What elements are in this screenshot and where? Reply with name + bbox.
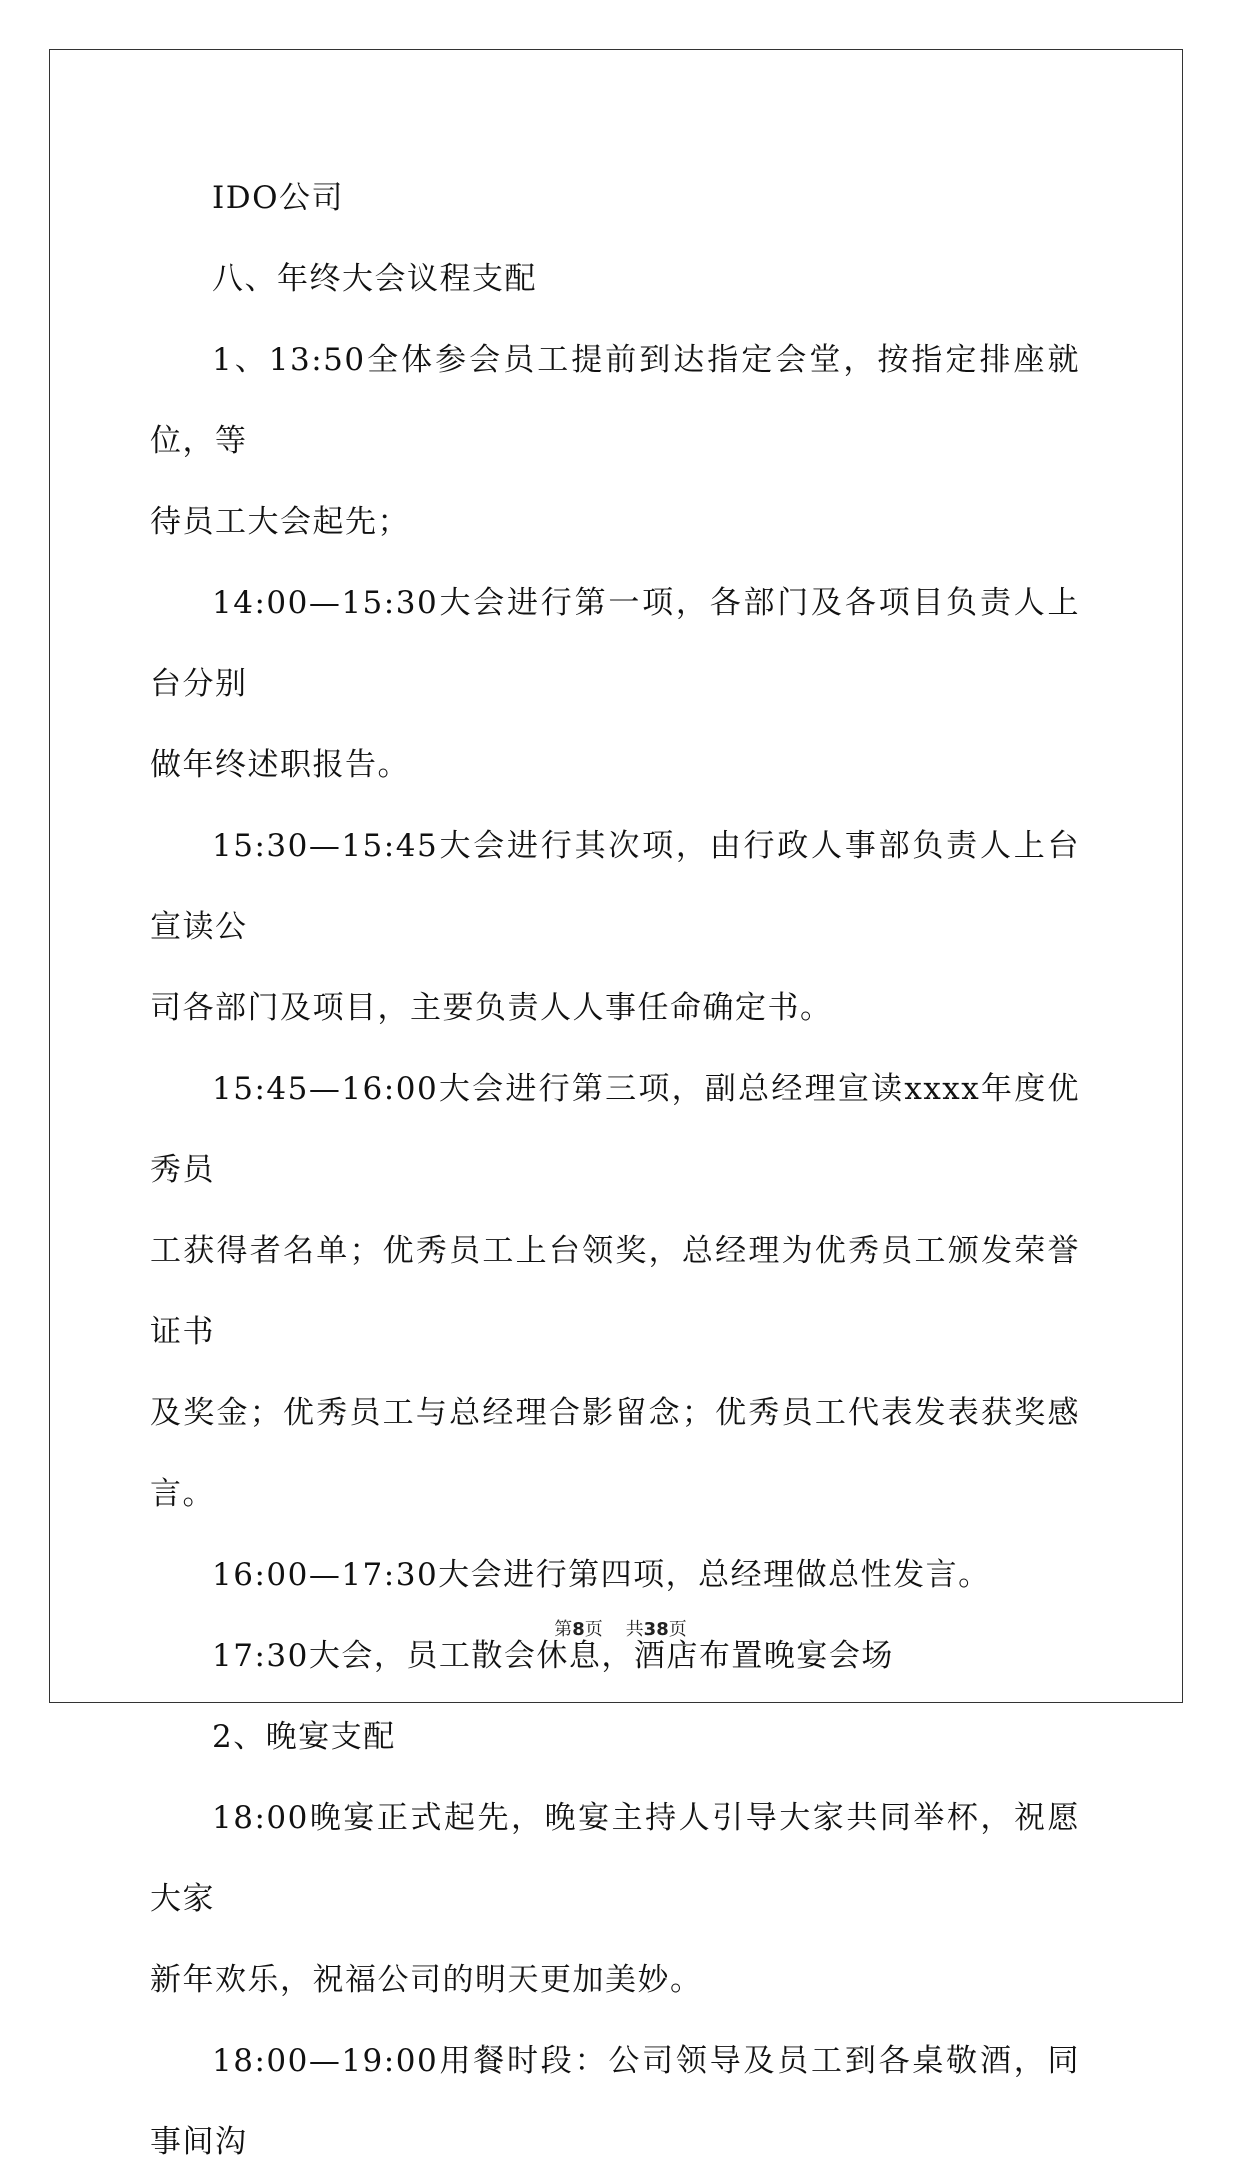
paragraph-company bbox=[150, 158, 1080, 239]
text-line: 八、年终大会议程支配 bbox=[212, 261, 537, 297]
paragraph-agenda-5 bbox=[150, 1535, 1080, 1616]
text-line: 16:00—17:30大会进行第四项，总经理做总性发言。 bbox=[212, 1557, 991, 1593]
paragraph-agenda-2 bbox=[150, 563, 1080, 806]
footer-page-suffix: 页 bbox=[584, 1619, 603, 1640]
page-footer bbox=[0, 1615, 1241, 1641]
total-pages: 38 bbox=[643, 1619, 669, 1640]
footer-total-prefix: 共 bbox=[625, 1619, 644, 1640]
text-line: 15:45—16:00大会进行第三项，副总经理宣读xxxx年度优秀员 bbox=[150, 1071, 1080, 1188]
text-line: 18:00晚宴正式起先，晚宴主持人引导大家共同举杯，祝愿大家 bbox=[150, 1800, 1080, 1917]
text-line: 工获得者名单；优秀员工上台领奖，总经理为优秀员工颁发荣誉证书 bbox=[150, 1233, 1080, 1350]
paragraph-dinner-1 bbox=[150, 1778, 1080, 2021]
page-number: 8 bbox=[572, 1619, 585, 1640]
paragraph-agenda-4 bbox=[150, 1049, 1080, 1535]
paragraph-section-heading bbox=[150, 239, 1080, 320]
text-line: 14:00—15:30大会进行第一项，各部门及各项目负责人上台分别 bbox=[150, 585, 1080, 702]
footer-prefix: 第 bbox=[554, 1619, 573, 1640]
text-line: 18:00—19:00用餐时段：公司领导及员工到各桌敬酒，同事间沟 bbox=[150, 2043, 1080, 2160]
text-line: 17:30大会，员工散会休息，酒店布置晚宴会场 bbox=[212, 1638, 894, 1674]
paragraph-dinner-2 bbox=[150, 2021, 1080, 2183]
paragraph-dinner-heading bbox=[150, 1697, 1080, 1778]
footer-total-suffix: 页 bbox=[668, 1619, 687, 1640]
text-line: 新年欢乐，祝福公司的明天更加美妙。 bbox=[150, 1962, 703, 1998]
paragraph-agenda-1 bbox=[150, 320, 1080, 563]
text-line: 待员工大会起先； bbox=[150, 504, 410, 540]
text-line: 15:30—15:45大会进行其次项，由行政人事部负责人上台宣读公 bbox=[150, 828, 1080, 945]
text-line: 及奖金；优秀员工与总经理合影留念；优秀员工代表发表获奖感言。 bbox=[150, 1395, 1080, 1512]
text-line: 司各部门及项目，主要负责人人事任命确定书。 bbox=[150, 990, 833, 1026]
text-line: 2、晚宴支配 bbox=[212, 1719, 396, 1755]
paragraph-agenda-3 bbox=[150, 806, 1080, 1049]
document-body bbox=[150, 158, 1080, 2183]
text-line: IDO公司 bbox=[212, 180, 345, 216]
text-line: 1、13:50全体参会员工提前到达指定会堂，按指定排座就位，等 bbox=[150, 342, 1080, 459]
text-line: 做年终述职报告。 bbox=[150, 747, 410, 783]
